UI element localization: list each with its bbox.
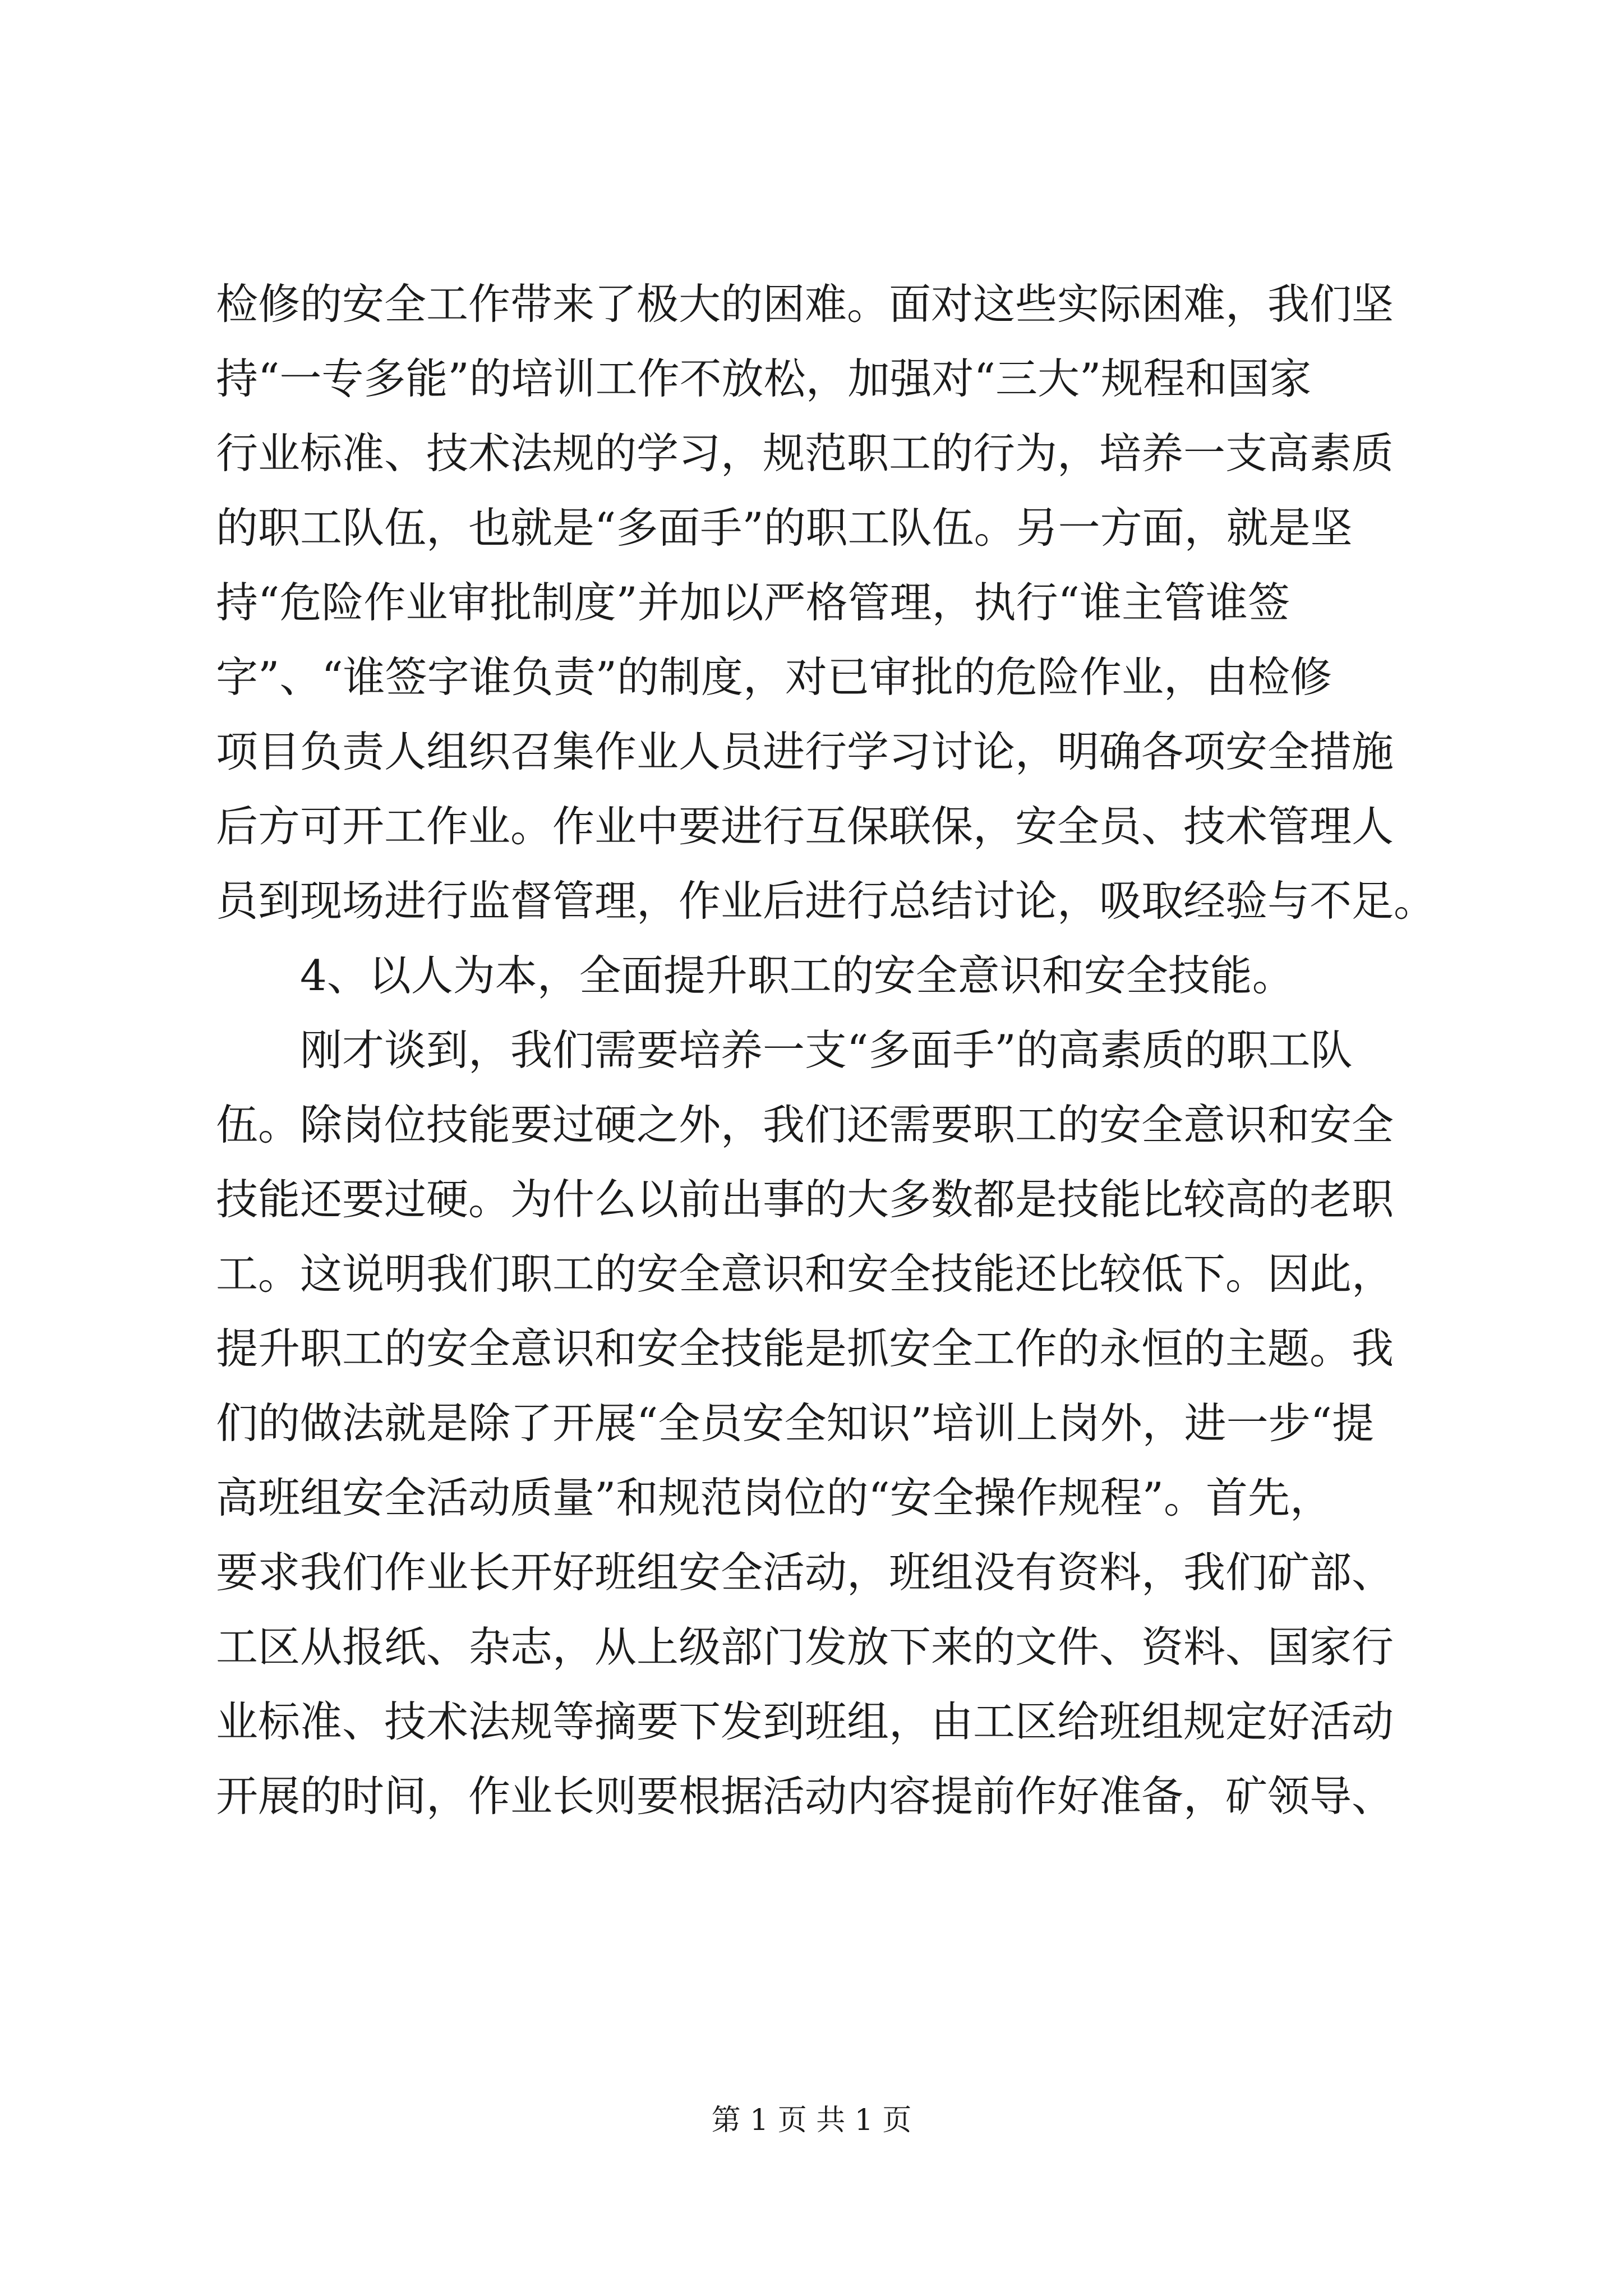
text-line: 行业标准、技术法规的学习，规范职工的行为，培养一支高素质 — [216, 429, 1394, 478]
text-line: 字”、“谁签字谁负责”的制度，对已审批的危险作业，由检修 — [216, 652, 1332, 702]
text-line: 员到现场进行监督管理，作业后进行总结讨论，吸取经验与不足。 — [216, 876, 1436, 926]
text-line: 开展的时间，作业长则要根据活动内容提前作好准备，矿领导、 — [216, 1772, 1394, 1821]
text-line: 检修的安全工作带来了极大的困难。面对这些实际困难，我们坚 — [216, 279, 1394, 329]
text-line: 刚才谈到，我们需要培养一支“多面手”的高素质的职工队 — [300, 1025, 1353, 1075]
text-line: 伍。除岗位技能要过硬之外，我们还需要职工的安全意识和安全 — [216, 1100, 1394, 1149]
text-line: 业标准、技术法规等摘要下发到班组，由工区给班组规定好活动 — [216, 1697, 1394, 1746]
section-heading: 4、以人为本，全面提升职工的安全意识和安全技能。 — [300, 951, 1294, 1000]
text-line: 提升职工的安全意识和安全技能是抓安全工作的永恒的主题。我 — [216, 1324, 1394, 1373]
text-line: 高班组安全活动质量”和规范岗位的“安全操作规程”。首先， — [216, 1473, 1332, 1522]
text-line: 持“一专多能”的培训工作不放松，加强对“三大”规程和国家 — [216, 354, 1312, 403]
text-line: 工区从报纸、杂志，从上级部门发放下来的文件、资料、国家行 — [216, 1622, 1394, 1672]
text-line: 后方可开工作业。作业中要进行互保联保，安全员、技术管理人 — [216, 802, 1394, 851]
text-line: 项目负责人组织召集作业人员进行学习讨论，明确各项安全措施 — [216, 727, 1394, 776]
page-footer: 第 1 页 共 1 页 — [711, 2104, 912, 2137]
text-line: 们的做法就是除了开展“全员安全知识”培训上岗外，进一步“提 — [216, 1398, 1375, 1448]
text-line: 要求我们作业长开好班组安全活动，班组没有资料，我们矿部、 — [216, 1548, 1394, 1597]
text-line: 技能还要过硬。为什么以前出事的大多数都是技能比较高的老职 — [216, 1175, 1394, 1224]
text-line: 工。这说明我们职工的安全意识和安全技能还比较低下。因此， — [216, 1249, 1394, 1299]
text-line: 持“危险作业审批制度”并加以严格管理，执行“谁主管谁签 — [216, 578, 1290, 627]
text-line: 的职工队伍，也就是“多面手”的职工队伍。另一方面，就是坚 — [216, 503, 1353, 553]
